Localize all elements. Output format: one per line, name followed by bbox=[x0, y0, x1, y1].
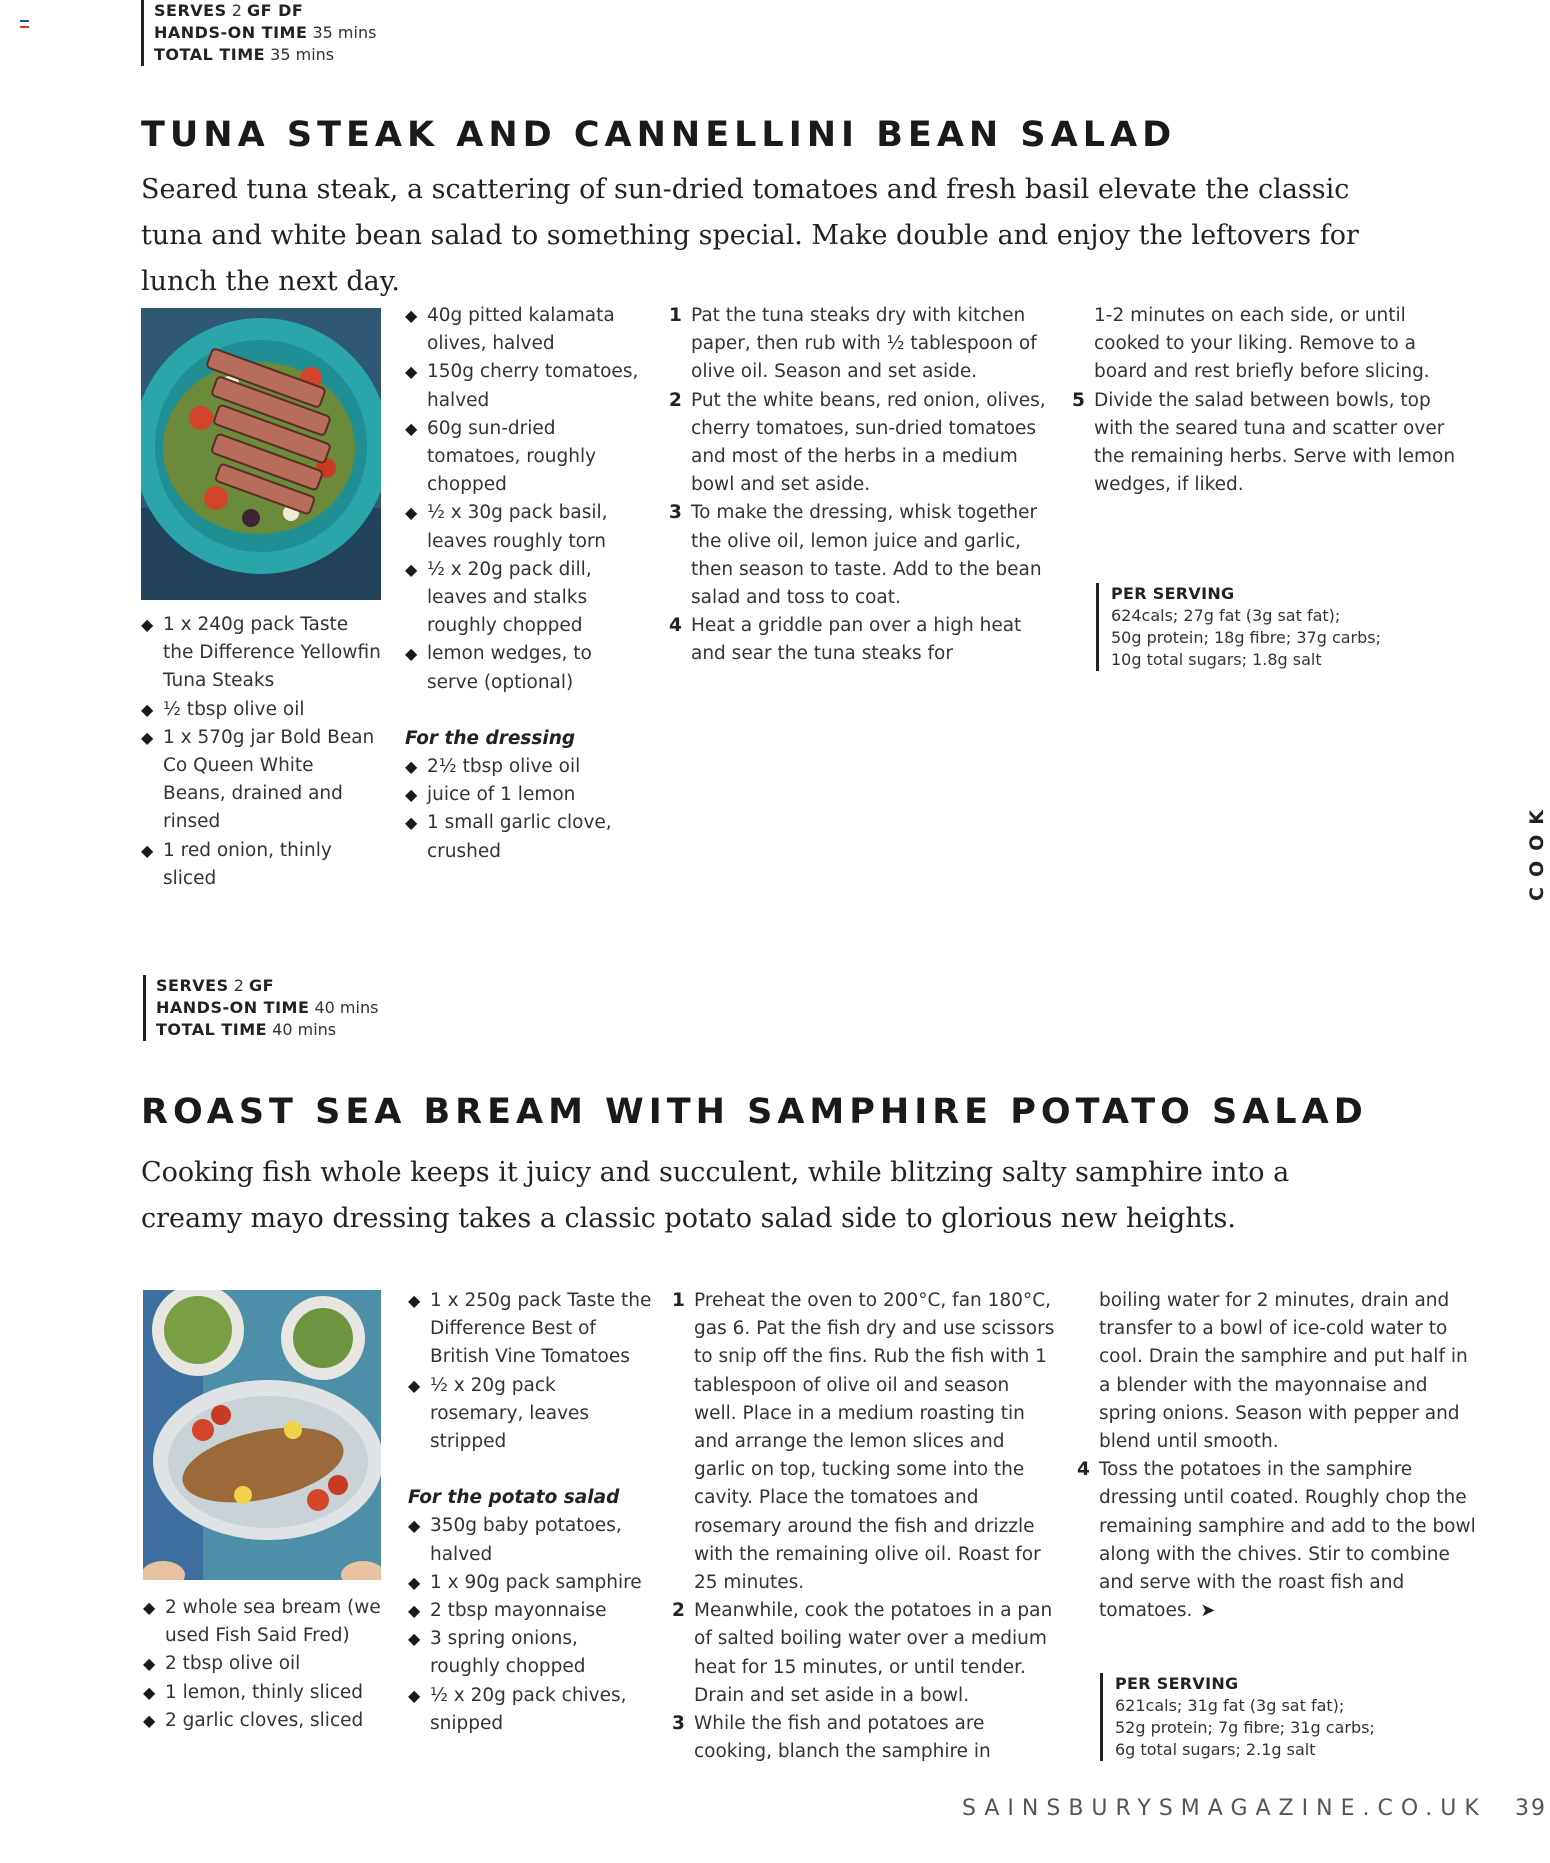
ingredient: ◆ ½ x 20g pack dill, leaves and stalks roughly chopped bbox=[405, 556, 645, 641]
section-label: COOK bbox=[1526, 800, 1548, 901]
total-time-value: 40 mins bbox=[272, 1020, 337, 1039]
ingredient: ◆ 1 x 570g jar Bold Bean Co Queen White Beans, drained and rinsed bbox=[141, 724, 381, 837]
recipe-1-ingredients-col-2 bbox=[405, 302, 645, 866]
recipe-2-intro: Cooking fish whole keeps it juicy and succulent, while blitzing salty samphire into a creamy mayo dressing takes a classic potato salad side to glorious new heights. bbox=[141, 1157, 1290, 1234]
step-number: 1 bbox=[672, 1290, 685, 1311]
page-number: 39 bbox=[1515, 1796, 1547, 1821]
nutrition-line: 10g total sugars; 1.8g salt bbox=[1111, 650, 1322, 669]
total-time-label: TOTAL TIME bbox=[154, 45, 266, 64]
serves-value: 2 bbox=[233, 976, 244, 995]
method-step bbox=[672, 1287, 1057, 1597]
ingredient: ◆ 1 lemon, thinly sliced bbox=[143, 1679, 383, 1707]
method-step bbox=[669, 499, 1049, 612]
ingredient: ◆ 3 spring onions, roughly chopped bbox=[408, 1625, 653, 1681]
total-time-label: TOTAL TIME bbox=[156, 1020, 268, 1039]
method-step bbox=[672, 1597, 1057, 1710]
recipe-2-method-col-2 bbox=[1077, 1287, 1477, 1625]
ingredient: ◆ lemon wedges, to serve (optional) bbox=[405, 640, 645, 696]
per-serving-heading: PER SERVING bbox=[1115, 1674, 1239, 1693]
continue-arrow-icon: ➤ bbox=[1200, 1600, 1216, 1622]
recipe-2-per-serving bbox=[1100, 1673, 1375, 1761]
ingredient: ◆ ½ x 20g pack rosemary, leaves stripped bbox=[408, 1372, 653, 1457]
recipe-2-ingredients-col-2 bbox=[408, 1287, 653, 1738]
step-continuation: boiling water for 2 minutes, drain and transfer to a bowl of ice-cold water to cool. Drain the samphire and put half in a blender with the mayonnaise and spring onions. Season with pepper and blend until smooth. bbox=[1099, 1290, 1468, 1453]
recipe-1-title: TUNA STEAK AND CANNELLINI BEAN SALAD bbox=[141, 115, 1177, 155]
step-number: 4 bbox=[1077, 1459, 1090, 1481]
method-step bbox=[669, 387, 1049, 500]
serves-label: SERVES bbox=[156, 976, 229, 995]
step-text: Pat the tuna steaks dry with kitchen paper, then rub with ½ tablespoon of olive oil. Season and set aside. bbox=[691, 305, 1037, 383]
dietary-tags: GF bbox=[248, 976, 275, 995]
potato-salad-heading: For the potato salad bbox=[408, 1487, 620, 1509]
dressing-heading: For the dressing bbox=[405, 727, 576, 749]
ingredient: ◆ 1 x 240g pack Taste the Difference Yellowfin Tuna Steaks bbox=[141, 611, 381, 696]
ingredient: ◆ 2 tbsp olive oil bbox=[143, 1650, 383, 1678]
ingredient: ◆ ½ tbsp olive oil bbox=[141, 696, 381, 724]
step-number: 5 bbox=[1072, 389, 1085, 411]
recipe-1-per-serving bbox=[1096, 583, 1381, 671]
nutrition-line: 624cals; 27g fat (3g sat fat); bbox=[1111, 606, 1341, 625]
ingredient: ◆ 40g pitted kalamata olives, halved bbox=[405, 302, 645, 358]
step-continuation: 1-2 minutes on each side, or until cooked to your liking. Remove to a board and rest briefly before slicing. bbox=[1094, 305, 1430, 383]
ingredient: ◆ 1 red onion, thinly sliced bbox=[141, 837, 381, 893]
method-step bbox=[672, 1710, 1057, 1766]
flag-icon bbox=[20, 20, 29, 28]
step-text: To make the dressing, whisk together the olive oil, lemon juice and garlic, then season to taste. Add to the bean salad and toss to coat. bbox=[691, 502, 1042, 609]
recipe-2-title: ROAST SEA BREAM WITH SAMPHIRE POTATO SALAD bbox=[141, 1092, 1368, 1132]
ingredient: ◆ 2 tbsp mayonnaise bbox=[408, 1597, 653, 1625]
per-serving-heading: PER SERVING bbox=[1111, 584, 1235, 603]
recipe-1-intro: Seared tuna steak, a scattering of sun-dried tomatoes and fresh basil elevate the classic tuna and white bean salad to something special. Make double and enjoy the leftovers for lunch the next day. bbox=[141, 174, 1359, 297]
total-time-value: 35 mins bbox=[270, 45, 335, 64]
nutrition-line: 621cals; 31g fat (3g sat fat); bbox=[1115, 1696, 1345, 1715]
ingredient: ◆ juice of 1 lemon bbox=[405, 781, 645, 809]
step-text: Divide the salad between bowls, top with the seared tuna and scatter over the remaining herbs. Serve with lemon wedges, if liked. bbox=[1094, 389, 1456, 496]
hands-on-value: 40 mins bbox=[314, 998, 379, 1017]
step-number: 4 bbox=[669, 615, 682, 637]
ingredient: ◆ 60g sun-dried tomatoes, roughly chopped bbox=[405, 415, 645, 500]
recipe-1-method-col-2 bbox=[1072, 302, 1472, 499]
recipe-2-method-col-1 bbox=[672, 1287, 1057, 1766]
nutrition-line: 6g total sugars; 2.1g salt bbox=[1115, 1740, 1316, 1759]
ingredient: ◆ ½ x 30g pack basil, leaves roughly torn bbox=[405, 499, 645, 555]
ingredient: ◆ 1 small garlic clove, crushed bbox=[405, 809, 645, 865]
recipe-2-ingredients-col-1 bbox=[143, 1594, 383, 1735]
method-step bbox=[669, 612, 1049, 668]
nutrition-line: 52g protein; 7g fibre; 31g carbs; bbox=[1115, 1718, 1375, 1737]
step-number: 3 bbox=[672, 1713, 685, 1735]
ingredient: ◆ 2 garlic cloves, sliced bbox=[143, 1707, 383, 1735]
recipe-1-method-col-1 bbox=[669, 302, 1049, 669]
ingredient: ◆ 1 x 90g pack samphire bbox=[408, 1569, 653, 1597]
step-text: While the fish and potatoes are cooking, blanch the samphire in bbox=[694, 1713, 991, 1763]
ingredient: ◆ 2 whole sea bream (we used Fish Said Fred) bbox=[143, 1594, 383, 1650]
recipe-1-meta bbox=[141, 0, 376, 66]
tuna-salad-photo bbox=[141, 308, 381, 600]
ingredient: ◆ 2½ tbsp olive oil bbox=[405, 753, 645, 781]
hands-on-label: HANDS-ON TIME bbox=[154, 23, 308, 42]
ingredient: ◆ 1 x 250g pack Taste the Difference Best of British Vine Tomatoes bbox=[408, 1287, 653, 1372]
method-step bbox=[669, 302, 1049, 387]
hands-on-value: 35 mins bbox=[312, 23, 377, 42]
step-text: Put the white beans, red onion, olives, cherry tomatoes, sun-dried tomatoes and most of the herbs in a medium bowl and set aside. bbox=[691, 389, 1046, 496]
method-step bbox=[1077, 1456, 1477, 1625]
ingredient: ◆ ½ x 20g pack chives, snipped bbox=[408, 1682, 653, 1738]
nutrition-line: 50g protein; 18g fibre; 37g carbs; bbox=[1111, 628, 1381, 647]
recipe-2-meta bbox=[143, 975, 378, 1041]
step-number: 2 bbox=[669, 389, 682, 411]
sea-bream-photo bbox=[143, 1290, 381, 1580]
method-step bbox=[1072, 387, 1472, 500]
step-number: 2 bbox=[672, 1600, 685, 1622]
hands-on-label: HANDS-ON TIME bbox=[156, 998, 310, 1017]
serves-value: 2 bbox=[231, 1, 242, 20]
ingredient: ◆ 350g baby potatoes, halved bbox=[408, 1512, 653, 1568]
recipe-1-ingredients-col-1 bbox=[141, 611, 381, 893]
step-number: 1 bbox=[669, 305, 682, 326]
step-text: Toss the potatoes in the samphire dressing until coated. Roughly chop the remaining samphire and add to the bowl along with the chives. Stir to combine and serve with the roast fish and tomatoes. bbox=[1099, 1459, 1476, 1622]
step-text: Preheat the oven to 200°C, fan 180°C, gas 6. Pat the fish dry and use scissors to snip off the fins. Rub the fish with 1 tablespoon of olive oil and season well. Place in a medium roasting tin and arrange the lemon slices and garlic on top, tucking some into the cavity. Place the tomatoes and rosemary around the fish and drizzle with the remaining olive oil. Roast for 25 minutes. bbox=[694, 1290, 1055, 1594]
step-text: Meanwhile, cook the potatoes in a pan of salted boiling water over a medium heat for 15 minutes, or until tender. Drain and set aside in a bowl. bbox=[694, 1600, 1053, 1706]
step-number: 3 bbox=[669, 502, 682, 524]
ingredient: ◆ 150g cherry tomatoes, halved bbox=[405, 358, 645, 414]
footer-website: SAINSBURYSMAGAZINE.CO.UK bbox=[962, 1796, 1487, 1821]
serves-label: SERVES bbox=[154, 1, 227, 20]
step-text: Heat a griddle pan over a high heat and sear the tuna steaks for bbox=[691, 615, 1022, 665]
dietary-tags: GF DF bbox=[246, 1, 304, 20]
